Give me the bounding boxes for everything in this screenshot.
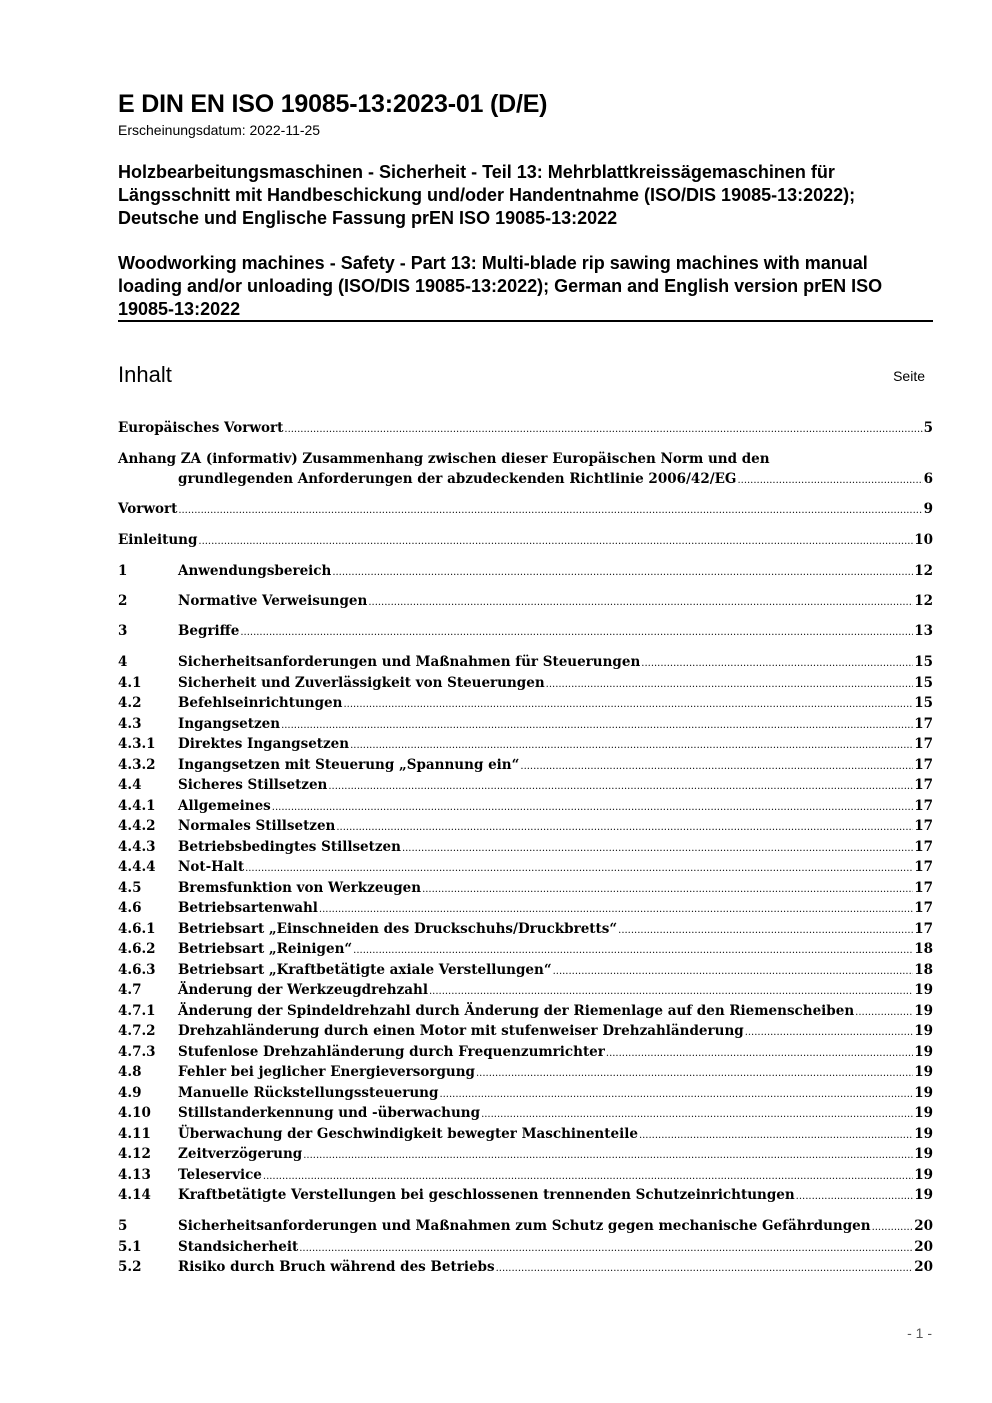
dot-leader <box>332 563 913 583</box>
toc-entry-title-continued: grundlegenden Anforderungen der abzudeckenden Richtlinie 2006/42/EG <box>178 471 737 487</box>
toc-entry[interactable] <box>118 591 933 611</box>
toc-entry-title: Europäisches Vorwort <box>118 420 284 436</box>
toc-entry-title: Fehler bei jeglicher Energieversorgung <box>178 1064 475 1080</box>
toc-entry-page: 19 <box>914 1146 933 1162</box>
toc-entry-number: 4.7.1 <box>118 1003 156 1019</box>
toc-entry[interactable] <box>118 1062 933 1082</box>
title-german: Holzbearbeitungsmaschinen - Sicherheit - Teil 13: Mehrblattkreissägemaschinen für Längsschnitt mit Handbeschickung und/oder Handentnahme (ISO/DIS 19085-13:2022); Deutsche und Englische Fassung prEN ISO 19085-13:2022 <box>118 162 856 228</box>
dot-leader <box>368 593 913 613</box>
toc-entry-title: Sicherheitsanforderungen und Maßnahmen zum Schutz gegen mechanische Gefährdungen <box>178 1218 871 1234</box>
dot-leader <box>546 675 914 695</box>
toc-entry-number: 4.4.2 <box>118 818 156 834</box>
toc-entry-title: Betriebsart „Einschneiden des Druckschuhs/Druckbretts“ <box>178 921 618 937</box>
toc-entry-title: Ingangsetzen mit Steuerung „Spannung ein“ <box>178 757 520 773</box>
toc-entry-page: 20 <box>914 1259 933 1275</box>
toc-entry-page: 15 <box>914 675 933 691</box>
toc-entry-number: 4.6 <box>118 900 142 916</box>
dot-leader <box>350 736 913 756</box>
toc-entry[interactable] <box>118 1185 933 1205</box>
toc-entry-title: Sicheres Stillsetzen <box>178 777 328 793</box>
toc-entry-title: Teleservice <box>178 1167 262 1183</box>
toc-entry-title: Standsicherheit <box>178 1239 299 1255</box>
dot-leader <box>303 1146 913 1166</box>
toc-entry-title: Sicherheitsanforderungen und Maßnahmen für Steuerungen <box>178 654 641 670</box>
toc-entry-page: 6 <box>923 471 933 487</box>
dot-leader <box>439 1085 913 1105</box>
dot-leader <box>872 1218 914 1238</box>
toc-entry[interactable] <box>118 449 933 491</box>
toc-entry-title: Direktes Ingangsetzen <box>178 736 350 752</box>
toc-entry-number: 4.12 <box>118 1146 151 1162</box>
toc-entry-page: 17 <box>914 736 933 752</box>
toc-entry-number: 1 <box>118 563 128 579</box>
dot-leader <box>496 1259 914 1279</box>
toc-entry[interactable] <box>118 980 933 1000</box>
toc-heading: Inhalt <box>118 362 172 387</box>
toc-entry-title: Betriebsart „Kraftbetätigte axiale Verstellungen“ <box>178 962 552 978</box>
toc-entry-page: 20 <box>914 1239 933 1255</box>
toc-entry-number: 4.7.3 <box>118 1044 156 1060</box>
toc-entry-page: 17 <box>914 900 933 916</box>
toc-entry-title: Sicherheit und Zuverlässigkeit von Steuerungen <box>178 675 545 691</box>
toc-entry-number: 4.4.1 <box>118 798 156 814</box>
toc-entry-page: 18 <box>914 962 933 978</box>
toc-entry-page: 9 <box>923 501 933 517</box>
toc-entry[interactable] <box>118 530 933 550</box>
toc-entry[interactable] <box>118 1083 933 1103</box>
toc-entry[interactable] <box>118 939 933 959</box>
toc-entry[interactable] <box>118 734 933 754</box>
toc-entry[interactable] <box>118 673 933 693</box>
toc-entry-number: 4.1 <box>118 675 142 691</box>
dot-leader <box>422 880 913 900</box>
publication-date: Erscheinungsdatum: 2022-11-25 <box>118 122 321 138</box>
dot-leader <box>343 695 913 715</box>
toc-entry-title: Betriebsart „Reinigen“ <box>178 941 353 957</box>
toc-entry-title: Allgemeines <box>178 798 271 814</box>
toc-entry-number: 2 <box>118 593 128 609</box>
toc-entry-page: 17 <box>914 921 933 937</box>
toc-entry-title: Einleitung <box>118 532 198 548</box>
dot-leader <box>641 654 913 674</box>
toc-entry-number: 5.2 <box>118 1259 142 1275</box>
toc-entry-number: 3 <box>118 623 128 639</box>
toc-entry-number: 4.6.1 <box>118 921 156 937</box>
dot-leader <box>639 1126 913 1146</box>
toc-entry-page: 13 <box>914 623 933 639</box>
toc-entry[interactable] <box>118 898 933 918</box>
toc-entry-title: Vorwort <box>118 501 178 517</box>
dot-leader <box>520 757 913 777</box>
dot-leader <box>796 1187 914 1207</box>
dot-leader <box>336 818 913 838</box>
toc-entry[interactable] <box>118 1257 933 1277</box>
toc-entry-page: 15 <box>914 695 933 711</box>
dot-leader <box>402 839 913 859</box>
toc-entry[interactable] <box>118 1124 933 1144</box>
toc-entry[interactable] <box>118 960 933 980</box>
toc-entry-title: Stufenlose Drehzahländerung durch Frequenzumrichter <box>178 1044 605 1060</box>
toc-entry-number: 4.13 <box>118 1167 151 1183</box>
title-divider <box>118 320 933 322</box>
toc-entry-number: 4.3.2 <box>118 757 156 773</box>
toc-entry[interactable] <box>118 1216 933 1236</box>
toc-entry[interactable] <box>118 878 933 898</box>
toc-entry-title: Änderung der Werkzeugdrehzahl <box>178 982 428 998</box>
toc-entry[interactable] <box>118 1001 933 1021</box>
toc-entry[interactable] <box>118 1103 933 1123</box>
toc-entry[interactable] <box>118 418 933 438</box>
dot-leader <box>328 777 913 797</box>
toc-entry-page: 17 <box>914 798 933 814</box>
toc-entry-page: 19 <box>914 1064 933 1080</box>
toc-entry-page: 19 <box>914 1023 933 1039</box>
toc-entry-page: 17 <box>914 777 933 793</box>
toc-entry[interactable] <box>118 775 933 795</box>
toc-entry-title: Ingangsetzen <box>178 716 281 732</box>
document-id: E DIN EN ISO 19085-13:2023-01 (D/E) <box>118 90 548 118</box>
toc-entry-number: 4.6.2 <box>118 941 156 957</box>
dot-leader <box>618 921 913 941</box>
toc-entry[interactable] <box>118 857 933 877</box>
toc-entry-number: 4.9 <box>118 1085 142 1101</box>
toc-entry-title: Begriffe <box>178 623 240 639</box>
toc-entry-number: 4.3.1 <box>118 736 156 752</box>
toc-entry-page: 19 <box>914 1167 933 1183</box>
toc-entry-number: 4 <box>118 654 128 670</box>
toc-entry-number: 4.7 <box>118 982 142 998</box>
toc-entry-title: Befehlseinrichtungen <box>178 695 343 711</box>
toc-entry-page: 15 <box>914 654 933 670</box>
toc-entry-number: 5.1 <box>118 1239 142 1255</box>
toc-entry-page: 17 <box>914 880 933 896</box>
toc-page-column-label: Seite <box>893 368 925 384</box>
toc-entry-title: Normative Verweisungen <box>178 593 368 609</box>
toc-entry-title: Not-Halt <box>178 859 245 875</box>
dot-leader <box>319 900 913 920</box>
toc-entry[interactable] <box>118 1042 933 1062</box>
dot-leader <box>240 623 913 643</box>
toc-entry[interactable] <box>118 1165 933 1185</box>
toc-entry-page: 19 <box>914 1187 933 1203</box>
toc-entry-number: 4.11 <box>118 1126 151 1142</box>
toc-entry-number: 4.4 <box>118 777 142 793</box>
toc-entry-page: 17 <box>914 716 933 732</box>
dot-leader <box>855 1003 913 1023</box>
toc-entry-page: 19 <box>914 1126 933 1142</box>
toc-entry-title: Änderung der Spindeldrehzahl durch Änderung der Riemenlage auf den Riemenscheiben <box>178 1003 855 1019</box>
toc-entry-title: Normales Stillsetzen <box>178 818 336 834</box>
dot-leader <box>606 1044 913 1064</box>
toc-entry-number: 5 <box>118 1218 128 1234</box>
toc-entry[interactable] <box>118 796 933 816</box>
dot-leader <box>299 1239 913 1259</box>
toc-entry-title: Manuelle Rückstellungssteuerung <box>178 1085 439 1101</box>
toc-entry[interactable] <box>118 621 933 641</box>
toc-entry-title: Stillstanderkennung und -überwachung <box>178 1105 481 1121</box>
toc-entry-title: Zeitverzögerung <box>178 1146 303 1162</box>
toc-entry-page: 17 <box>914 757 933 773</box>
toc-entry-page: 19 <box>914 1085 933 1101</box>
toc-entry-page: 19 <box>914 1044 933 1060</box>
toc-entry-page: 17 <box>914 818 933 834</box>
dot-leader <box>553 962 914 982</box>
toc-entry-title: Anwendungsbereich <box>178 563 332 579</box>
toc-entry-number: 4.8 <box>118 1064 142 1080</box>
toc-entry-page: 17 <box>914 839 933 855</box>
toc-entry-title: Drehzahländerung durch einen Motor mit stufenweiser Drehzahländerung <box>178 1023 744 1039</box>
toc-entry-page: 19 <box>914 982 933 998</box>
dot-leader <box>737 471 922 491</box>
dot-leader <box>272 798 913 818</box>
toc-entry[interactable] <box>118 714 933 734</box>
dot-leader <box>353 941 913 961</box>
toc-entry[interactable] <box>118 816 933 836</box>
toc-entry[interactable] <box>118 561 933 581</box>
dot-leader <box>429 982 913 1002</box>
dot-leader <box>284 420 922 440</box>
dot-leader <box>745 1023 914 1043</box>
toc-entry[interactable] <box>118 652 933 672</box>
dot-leader <box>281 716 913 736</box>
toc-entry-title: Anhang ZA (informativ) Zusammenhang zwischen dieser Europäischen Norm und den <box>118 451 770 467</box>
toc-entry-title: Überwachung der Geschwindigkeit bewegter Maschinenteile <box>178 1126 638 1142</box>
dot-leader <box>476 1064 913 1084</box>
toc-entry[interactable] <box>118 837 933 857</box>
dot-leader <box>178 501 922 521</box>
toc-entry-title: Betriebsbedingtes Stillsetzen <box>178 839 401 855</box>
toc-entry-number: 4.3 <box>118 716 142 732</box>
toc-entry-number: 4.10 <box>118 1105 151 1121</box>
title-english: Woodworking machines - Safety - Part 13: Multi-blade rip sawing machines with manual loading and/or unloading (ISO/DIS 19085-13:2022); German and English version prEN ISO 19085-13:2022 <box>118 253 883 319</box>
toc-entry-title: Risiko durch Bruch während des Betriebs <box>178 1259 495 1275</box>
dot-leader <box>198 532 913 552</box>
toc-entry-number: 4.2 <box>118 695 142 711</box>
toc-entry-page: 19 <box>914 1105 933 1121</box>
toc-entry[interactable] <box>118 755 933 775</box>
toc-entry-page: 17 <box>914 859 933 875</box>
dot-leader <box>263 1167 913 1187</box>
dot-leader <box>245 859 913 879</box>
toc-entry-number: 4.14 <box>118 1187 151 1203</box>
toc-entry-page: 10 <box>914 532 933 548</box>
toc-entry[interactable] <box>118 1237 933 1257</box>
toc-entry-number: 4.4.3 <box>118 839 156 855</box>
toc-entry-number: 4.5 <box>118 880 142 896</box>
toc-entry-page: 18 <box>914 941 933 957</box>
toc-entry[interactable] <box>118 919 933 939</box>
toc-entry-page: 20 <box>914 1218 933 1234</box>
toc-entry-page: 5 <box>923 420 933 436</box>
toc-entry-number: 4.4.4 <box>118 859 156 875</box>
dot-leader <box>481 1105 913 1125</box>
page-number: - 1 - <box>907 1325 932 1341</box>
toc-entry[interactable] <box>118 1021 933 1041</box>
toc-entry-number: 4.7.2 <box>118 1023 156 1039</box>
toc-entry-title: Kraftbetätigte Verstellungen bei geschlossenen trennenden Schutzeinrichtungen <box>178 1187 795 1203</box>
toc-entry[interactable] <box>118 693 933 713</box>
toc-entry-title: Bremsfunktion von Werkzeugen <box>178 880 422 896</box>
toc-entry[interactable] <box>118 499 933 519</box>
toc-entry-page: 12 <box>914 563 933 579</box>
toc-entry-title: Betriebsartenwahl <box>178 900 318 916</box>
toc-entry-number: 4.6.3 <box>118 962 156 978</box>
toc-entry-page: 19 <box>914 1003 933 1019</box>
toc-entry[interactable] <box>118 1144 933 1164</box>
toc-entry-page: 12 <box>914 593 933 609</box>
